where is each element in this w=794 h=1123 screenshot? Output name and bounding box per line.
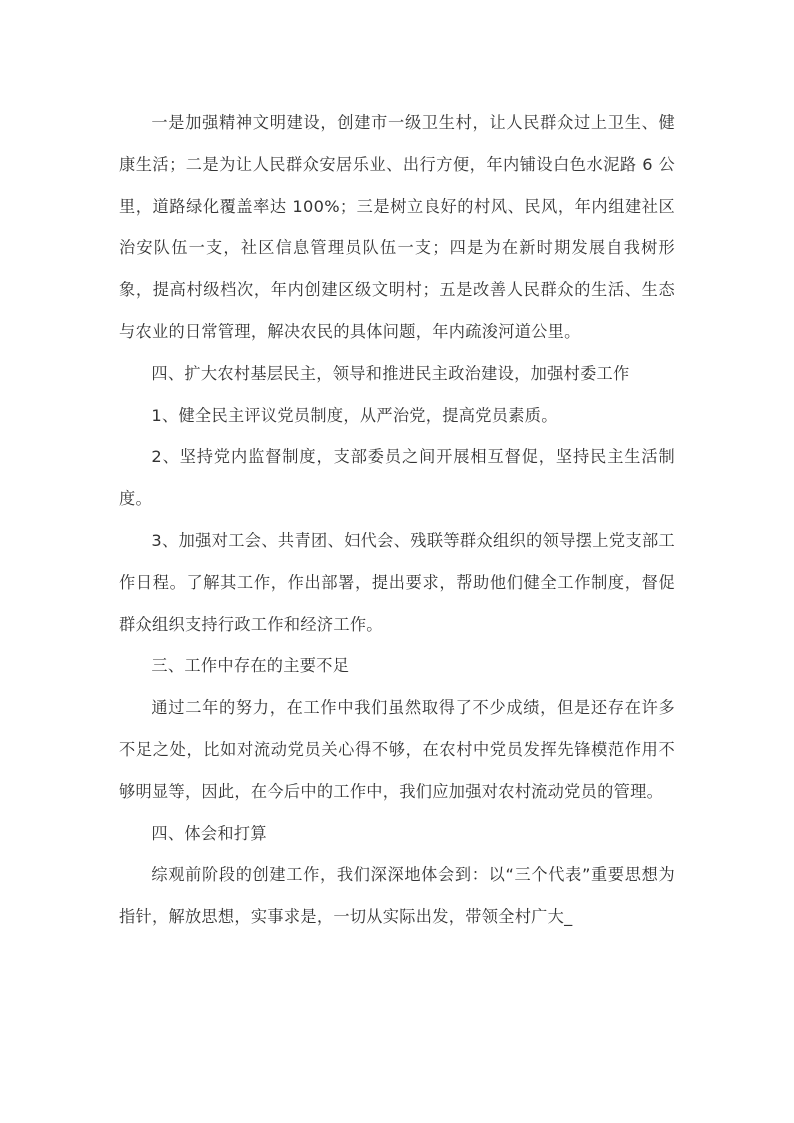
- heading-shortcomings: 三、工作中存在的主要不足: [151, 656, 350, 676]
- list-item-mass-organizations: 3、加强对工会、共青团、妇代会、残联等群众组织的领导摆上党支部工作日程。了解其工作，作出部署，提出要求，帮助他们健全工作制度，督促群众组织支持行政工作和经济工作。: [119, 530, 675, 634]
- heading-grassroots-democracy: 四、扩大农村基层民主，领导和推进民主政治建设，加强村委工作: [151, 363, 630, 383]
- document-body: [119, 102, 675, 938]
- paragraph-shortcomings: 通过二年的努力，在工作中我们虽然取得了不少成绩，但是还存在许多不足之处，比如对流动党员关心得不够，在农村中党员发挥先锋模范作用不够明显等，因此，在今后中的工作中，我们应加强对农村流动党员的管理。: [119, 698, 675, 801]
- paragraph-experience: 综观前阶段的创建工作，我们深深地体会到：以“三个代表”重要思想为指针，解放思想，实事求是，一切从实际出发，带领全村广大_: [119, 865, 675, 927]
- list-item-evaluation-system: 1、健全民主评议党员制度，从严治党，提高党员素质。: [151, 405, 558, 425]
- paragraph-achievements: 一是加强精神文明建设，创建市一级卫生村，让人民群众过上卫生、健康生活；二是为让人民群众安居乐业、出行方便，年内铺设白色水泥路 6 公里，道路绿化覆盖率达 100%；三是树立良好的村风、民风，年内组建社区治安队伍一支，社区信息管理员队伍一支；四是为在新时期发展自我树形象，提高村级档次，年内创建区级文明村；五是改善人民群众的生活、生态与农业的日常管理，解决农民的具体问题，年内疏浚河道公里。: [119, 113, 675, 341]
- list-item-supervision-system: 2、坚持党内监督制度，支部委员之间开展相互督促，坚持民主生活制度。: [119, 447, 675, 509]
- heading-experience-plans: 四、体会和打算: [151, 823, 267, 843]
